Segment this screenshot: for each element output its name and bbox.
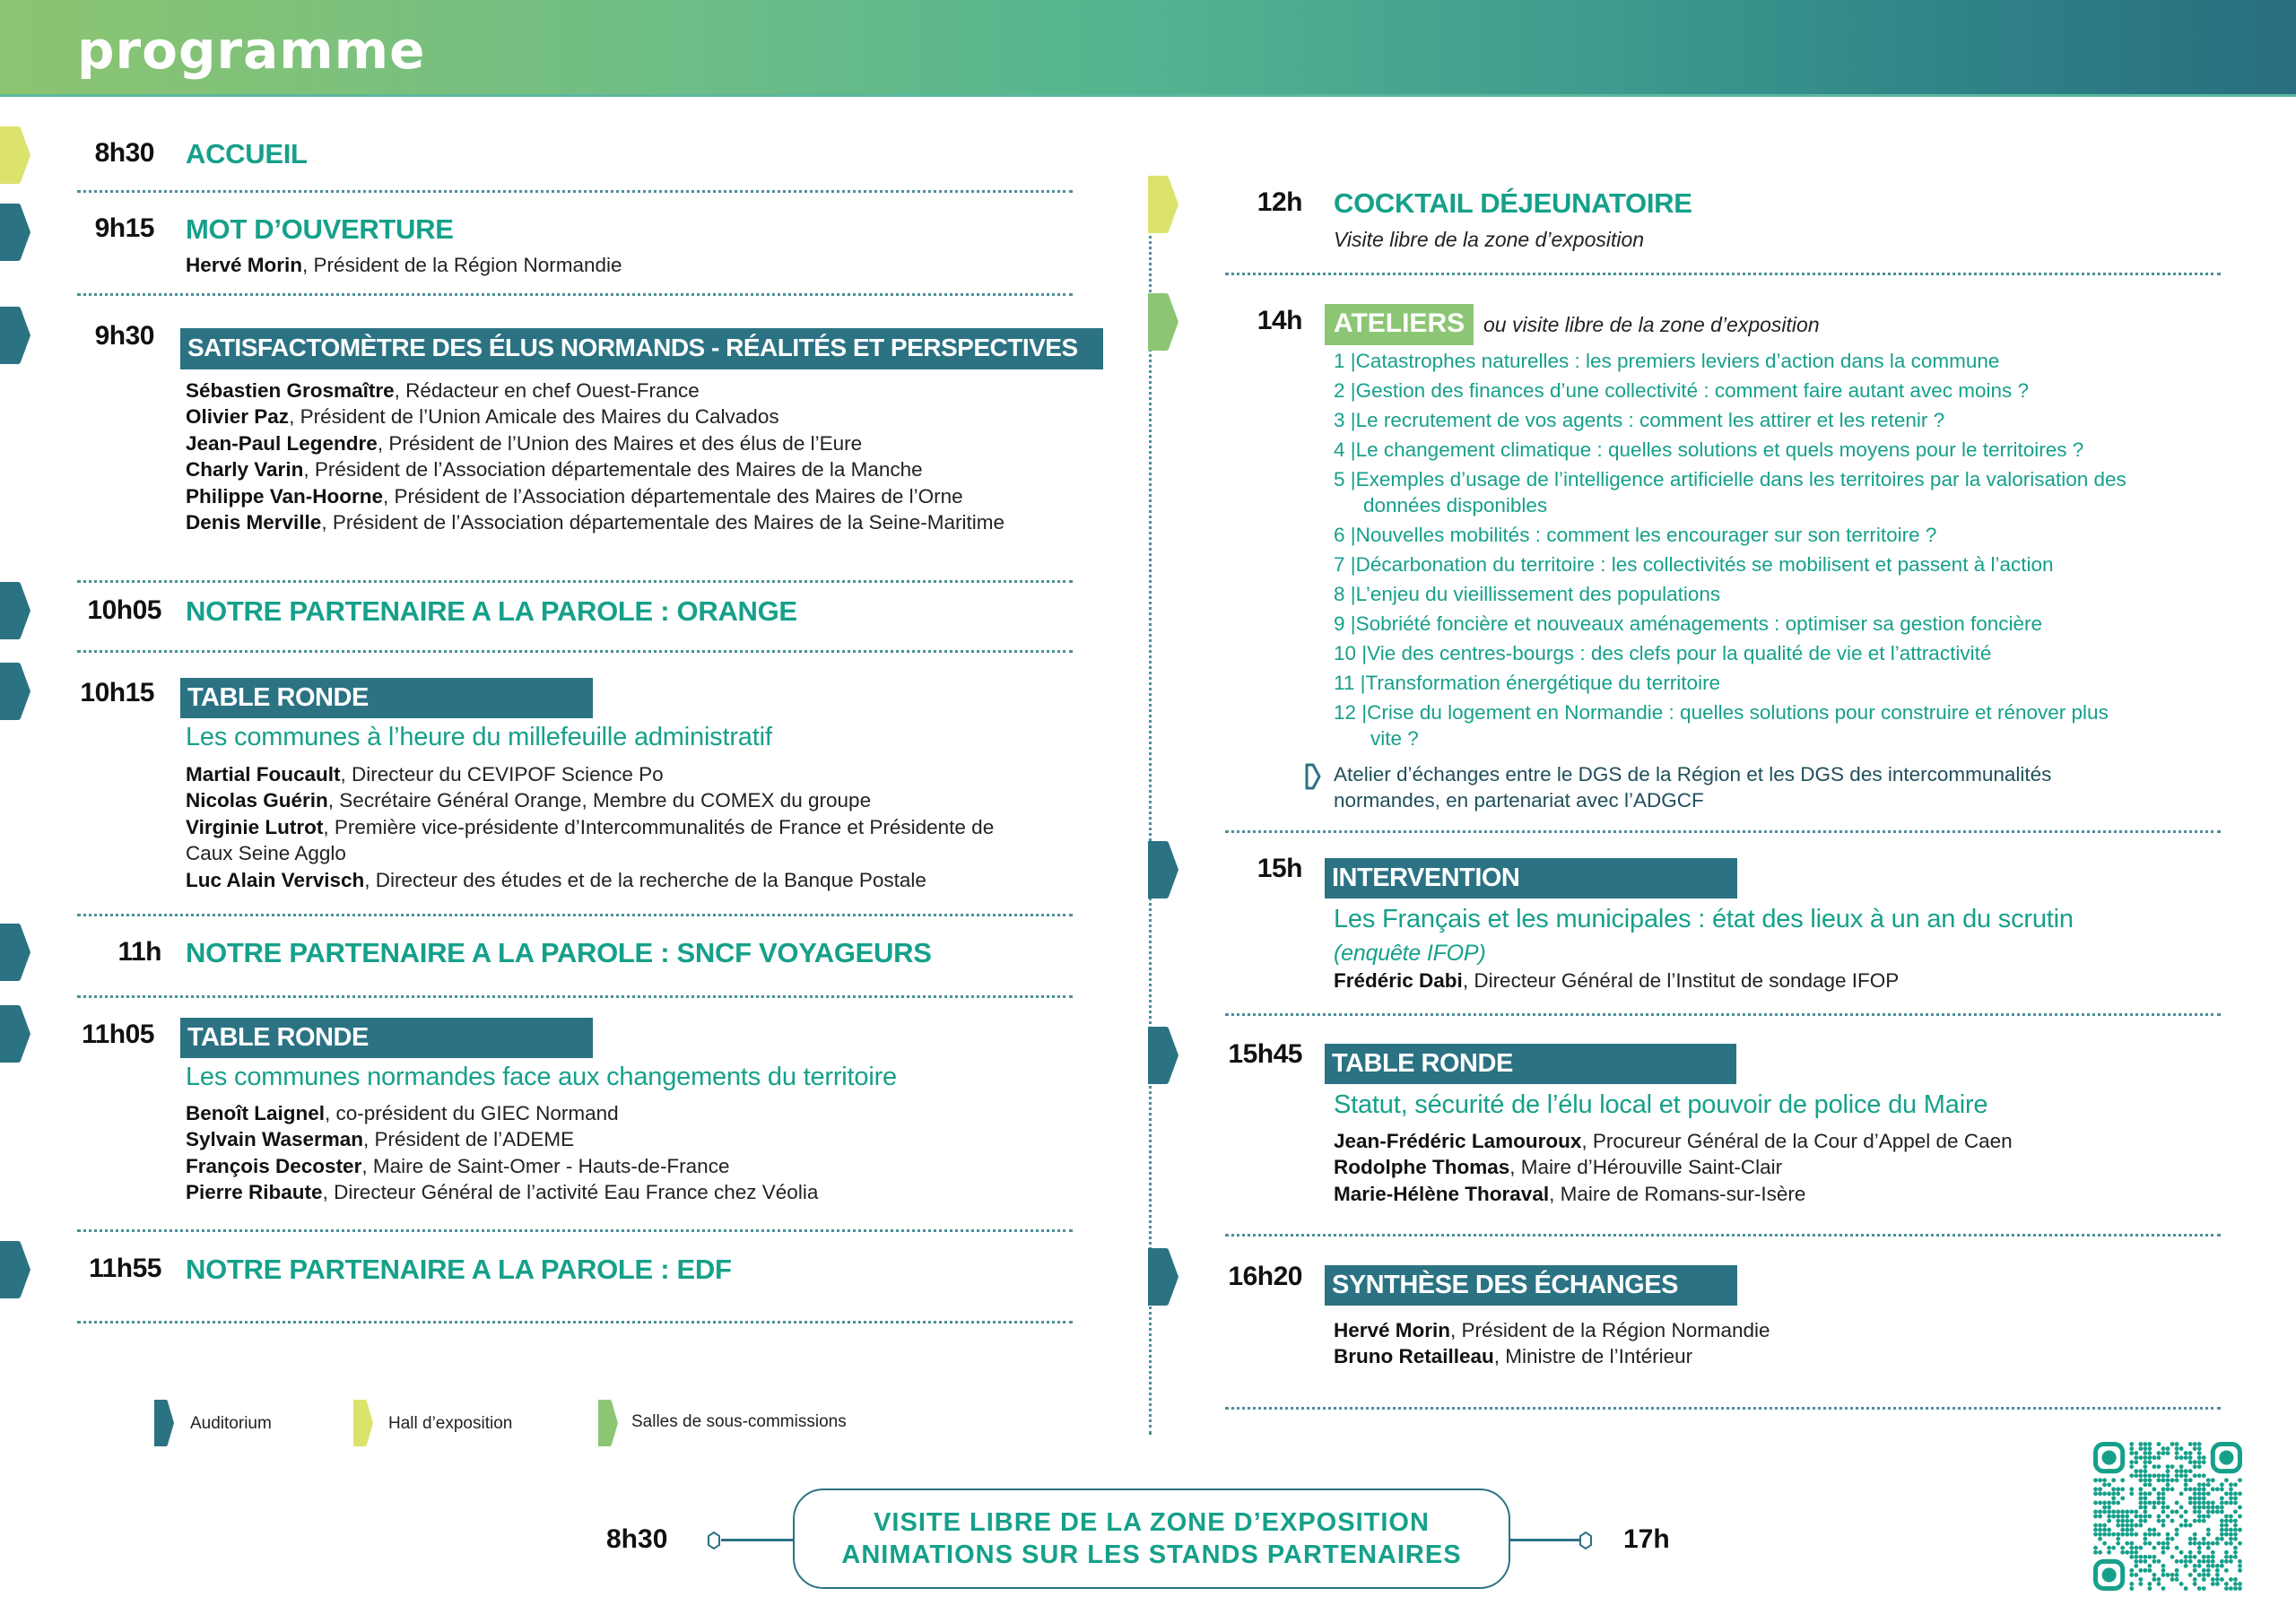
speaker [1334,1317,1770,1343]
speaker-role: , Président de l’ADEME [363,1128,575,1151]
speaker [186,787,871,813]
timeline-node-end-icon [1578,1532,1593,1549]
column-divider [1149,176,1152,1435]
timeline-node-start-icon [707,1532,721,1549]
speaker [186,430,862,456]
room-marker-salles-icon [1148,293,1178,351]
atelier-item [1334,348,1999,374]
speaker-name: Martial Foucault [186,763,341,785]
speaker [186,483,963,509]
speaker [186,1179,818,1205]
room-marker-auditorium-icon [1148,1027,1178,1084]
subtitle-table3: Statut, sécurité de l’élu local et pouvoir de police du Maire [1334,1090,1988,1119]
time-table3: 15h45 [1228,1039,1302,1069]
speaker-name: Virginie Lutrot [186,815,324,838]
atelier-title: Nouvelles mobilités : comment les encourager sur son territoire ? [1355,524,1937,546]
subtitle-table1: Les communes à l’heure du millefeuille administratif [186,723,772,751]
atelier-title: Transformation énergétique du territoire [1365,672,1721,694]
speaker-role: , Président de la Région Normandie [1450,1319,1770,1341]
speaker [186,404,779,430]
note-intervention: (enquête IFOP) [1334,941,1486,966]
divider [77,580,1073,583]
speaker [186,867,926,893]
title-cocktail: COCKTAIL DÉJEUNATOIRE [1334,187,1692,219]
atelier-title: Le changement climatique : quelles solutions et quels moyens pour le territoires ? [1355,438,2084,461]
time-accueil: 8h30 [94,138,154,168]
expo-end-time: 17h [1623,1524,1670,1554]
label-table2: TABLE RONDE [180,1018,593,1058]
speaker-role: , Première vice-présidente d’Intercommunalités de France et Présidente de [323,815,995,838]
speaker-role: , Président de l’Association départementale des Maires de la Manche [303,458,923,482]
speaker-name: Denis Merville [186,511,322,534]
qr-code-icon[interactable] [2093,1442,2242,1591]
atelier-title: Gestion des finances d’une collectivité : comment faire autant avec moins ? [1355,379,2029,402]
speaker-role: , Maire de Saint-Omer - Hauts-de-France [361,1154,730,1177]
room-marker-auditorium-icon [0,307,30,364]
room-marker-hall-icon [1148,176,1178,233]
divider [77,293,1073,296]
speaker: Hervé Morin, Président de la Région Normandie [186,254,622,276]
speaker [186,1126,574,1152]
atelier-number: 8 | [1334,583,1356,605]
atelier-title-continued: vite ? [1370,727,1419,750]
legend-hall: Hall d’exposition [388,1414,513,1433]
divider [77,190,1073,193]
dgs-outline-chevron-icon [1305,763,1321,790]
timeline-connector-right [1510,1539,1582,1541]
speaker-role-continued: Caux Seine Agglo [186,842,346,865]
room-marker-auditorium-icon [0,924,30,981]
speaker-role: , Maire d’Hérouville Saint-Clair [1509,1156,1783,1179]
label-synthese: SYNTHÈSE DES ÉCHANGES [1325,1265,1737,1306]
atelier-number: 1 | [1334,350,1356,372]
note-cocktail: Visite libre de la zone d’exposition [1334,228,1645,251]
divider [1225,273,2221,275]
timeline-connector-left [721,1539,795,1541]
label-table1: TABLE RONDE [180,678,593,718]
speaker-role: , Directeur des études et de la recherche de la Banque Postale [364,868,926,891]
speaker-role: , Président de l’Association départementale des Maires de la Seine-Maritime [321,511,1004,534]
atelier-number: 12 | [1334,701,1368,724]
speaker-role: , Procureur Général de la Cour d’Appel de Caen [1581,1130,2013,1152]
page-title: programme [77,20,426,81]
speaker-name: Sébastien Grosmaître [186,379,395,402]
speaker [186,456,923,482]
speaker-role: , Ministre de l’Intérieur [1493,1345,1693,1368]
atelier-title: Sobriété foncière et nouveaux aménagements : optimiser sa gestion foncière [1355,612,2043,635]
speaker-name: Sylvain Waserman [186,1128,364,1151]
time-table1: 10h15 [80,678,154,707]
time-satisfactometre: 9h30 [94,321,154,351]
speaker-name: Benoît Laignel [186,1102,326,1124]
time-orange: 10h05 [87,595,161,625]
time-synthese: 16h20 [1228,1262,1302,1291]
atelier-title-continued: données disponibles [1363,494,1548,516]
speaker-name: François Decoster [186,1154,362,1177]
time-ateliers: 14h [1257,306,1302,335]
title-satisfactometre: SATISFACTOMÈTRE DES ÉLUS NORMANDS - RÉALITÉS ET PERSPECTIVES [180,328,1103,369]
speaker [1334,1181,1805,1207]
title-ouverture: MOT D’OUVERTURE [186,213,454,245]
time-ouverture: 9h15 [94,213,154,243]
room-marker-hall-icon [0,126,30,184]
divider [1225,830,2221,833]
speaker: Frédéric Dabi, Directeur Général de l’Institut de sondage IFOP [1334,969,1900,992]
legend-auditorium: Auditorium [190,1414,272,1433]
speaker-role: , Maire de Romans-sur-Isère [1549,1182,1806,1205]
speaker-role: , Président de l’Union des Maires et des élus de l’Eure [377,431,863,455]
room-marker-auditorium-icon [1148,841,1178,898]
speaker-name: Nicolas Guérin [186,789,328,812]
speaker [186,1100,619,1126]
speaker-role: , co-président du GIEC Normand [325,1102,619,1124]
legend-salles-icon [598,1400,618,1446]
speaker-name: Luc Alain Vervisch [186,868,365,891]
expo-start-time: 8h30 [606,1524,668,1554]
room-marker-auditorium-icon [1148,1248,1178,1306]
title-edf: NOTRE PARTENAIRE A LA PAROLE : EDF [186,1254,732,1285]
atelier-item [1334,378,2029,404]
atelier-item [1334,551,2054,577]
subtitle-table2: Les communes normandes face aux changements du territoire [186,1063,897,1091]
speaker [186,1153,729,1179]
atelier-item [1334,437,2083,463]
atelier-title: Exemples d’usage de l’intelligence artificielle dans les territoires par la valorisation des [1355,468,2126,490]
speaker [186,761,664,787]
atelier-number: 5 | [1334,468,1356,490]
atelier-item [1334,640,1991,666]
dgs-atelier-line1: Atelier d’échanges entre le DGS de la Région et les DGS des intercommunalités [1334,763,2052,785]
atelier-title: Le recrutement de vos agents : comment les attirer et les retenir ? [1355,409,1945,431]
time-intervention: 15h [1257,854,1302,883]
speaker-role: , Directeur Général de l’activité Eau France chez Véolia [322,1181,819,1204]
speaker [186,814,994,840]
atelier-number: 4 | [1334,438,1356,461]
expo-line1: VISITE LIBRE DE LA ZONE D’EXPOSITION [874,1508,1430,1537]
room-marker-auditorium-icon [0,1241,30,1298]
time-sncf: 11h [117,937,161,967]
time-edf: 11h55 [89,1254,161,1283]
atelier-title: Décarbonation du territoire : les collectivités se mobilisent et passent à l’action [1355,553,2054,576]
speaker-name: Marie-Hélène Thoraval [1334,1182,1550,1205]
label-table3: TABLE RONDE [1325,1044,1736,1084]
room-marker-auditorium-icon [0,663,30,720]
title-orange: NOTRE PARTENAIRE A LA PAROLE : ORANGE [186,595,797,627]
speaker-name: Charly Varin [186,458,304,482]
atelier-number: 7 | [1334,553,1356,576]
divider [1225,1013,2221,1016]
speaker [186,509,1004,535]
note-ateliers: ou visite libre de la zone d’exposition [1483,313,1820,336]
room-marker-auditorium-icon [0,204,30,261]
atelier-item [1334,611,2042,637]
speaker-role: , Directeur du CEVIPOF Science Po [340,763,664,785]
atelier-item [1334,699,2109,725]
divider [77,914,1073,916]
atelier-item [1334,670,1720,696]
atelier-title: Catastrophes naturelles : les premiers leviers d’action dans la commune [1355,350,2000,372]
speaker-role: , Rédacteur en chef Ouest-France [394,379,700,402]
room-marker-auditorium-icon [0,1005,30,1063]
atelier-number: 6 | [1334,524,1356,546]
speaker-name: Jean-Frédéric Lamouroux [1334,1130,1582,1152]
dgs-atelier-line2: normandes, en partenariat avec l’ADGCF [1334,789,1704,812]
speaker-name: Hervé Morin [1334,1319,1451,1341]
time-cocktail: 12h [1257,187,1302,217]
atelier-item [1334,581,1720,607]
speaker-name: Pierre Ribaute [186,1181,323,1204]
header-banner [0,0,2296,97]
atelier-item [1334,522,1936,548]
divider [77,650,1073,653]
atelier-number: 11 | [1334,672,1366,694]
atelier-title: Crise du logement en Normandie : quelles solutions pour construire et rénover plus [1367,701,2109,724]
atelier-number: 2 | [1334,379,1356,402]
legend-auditorium-icon [154,1400,174,1446]
divider [1225,1407,2221,1410]
time-table2: 11h05 [82,1020,154,1049]
divider [77,1321,1073,1324]
subtitle-intervention: Les Français et les municipales : état des lieux à un an du scrutin [1334,905,2074,933]
divider [77,1229,1073,1232]
atelier-title: L’enjeu du vieillissement des populations [1355,583,1721,605]
speaker [1334,1128,2013,1154]
room-marker-auditorium-icon [0,582,30,639]
speaker-name: Olivier Paz [186,405,290,429]
legend-hall-icon [353,1400,373,1446]
expo-banner [793,1488,1510,1589]
divider [1225,1234,2221,1237]
expo-line2: ANIMATIONS SUR LES STANDS PARTENAIRES [841,1541,1462,1569]
atelier-number: 3 | [1334,409,1356,431]
speaker-role: , Président de l’Union Amicale des Maires du Calvados [289,405,779,429]
speaker-role: , Président de l’Association départementale des Maires de l’Orne [383,484,963,508]
atelier-item [1334,407,1944,433]
label-intervention: INTERVENTION [1325,858,1737,898]
atelier-number: 10 | [1334,642,1368,664]
atelier-title: Vie des centres-bourgs : des clefs pour la qualité de vie et l’attractivité [1367,642,1992,664]
speaker-role: , Secrétaire Général Orange, Membre du COMEX du groupe [327,789,872,812]
speaker [1334,1343,1692,1369]
speaker-name: Jean-Paul Legendre [186,431,378,455]
legend-salles: Salles de sous-commissions [631,1412,847,1431]
atelier-item [1334,466,2126,492]
title-accueil: ACCUEIL [186,138,308,169]
title-sncf: NOTRE PARTENAIRE A LA PAROLE : SNCF VOYAGEURS [186,937,932,968]
speaker [1334,1154,1782,1180]
label-ateliers: ATELIERS [1325,304,1474,345]
atelier-number: 9 | [1334,612,1356,635]
speaker-name: Rodolphe Thomas [1334,1156,1510,1179]
speaker [186,378,700,404]
speaker-name: Bruno Retailleau [1334,1345,1494,1368]
divider [77,995,1073,998]
speaker-name: Philippe Van-Hoorne [186,484,384,508]
